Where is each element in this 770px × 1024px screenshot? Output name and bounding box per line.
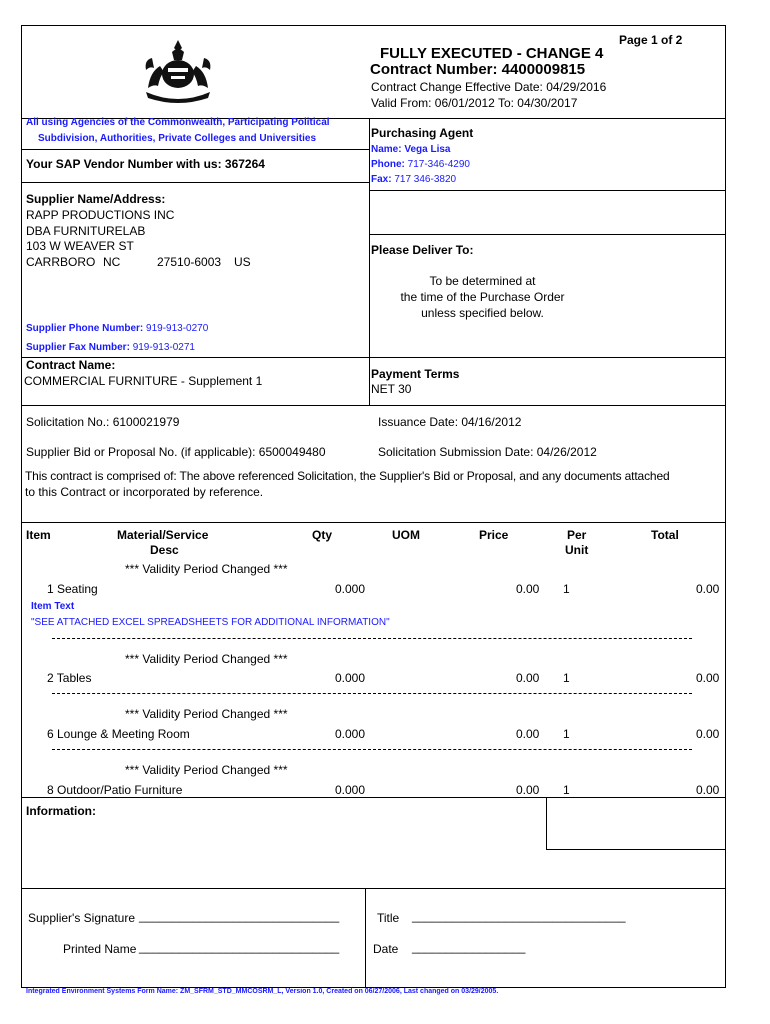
col-desc-2: Desc <box>150 543 179 557</box>
date-line[interactable]: _________________ <box>412 940 526 954</box>
supplier-fax: Supplier Fax Number: 919-913-0271 <box>26 342 195 353</box>
comprised-line-1: This contract is comprised of: The above referenced Solicitation, the Supplier's Bid or Proposal, and any documents attached <box>25 469 670 483</box>
validity-note: *** Validity Period Changed *** <box>125 763 288 777</box>
agent-heading: Purchasing Agent <box>371 126 474 140</box>
col-item: Item <box>26 528 51 542</box>
row-total: 0.00 <box>696 671 720 685</box>
deliver-line-2: the time of the Purchase Order <box>400 290 565 304</box>
form-footer: Integrated Environment Systems Form Name: ZM_SFRM_STD_MMCOSRM_L, Version 1.0, Created on 06/27/2006, Last changed on 03/29/2005. <box>26 988 499 995</box>
row-separator <box>52 638 692 639</box>
supplier-country: US <box>234 255 251 269</box>
row-separator <box>52 749 692 750</box>
rule-info-box <box>546 849 726 850</box>
page-indicator: Page 1 of 2 <box>619 33 683 47</box>
commonwealth-seal-icon <box>138 36 218 104</box>
rule-agencies <box>21 149 370 150</box>
supplier-line-2: DBA FURNITURELAB <box>26 224 146 238</box>
item-text: "SEE ATTACHED EXCEL SPREADSHEETS FOR ADDITIONAL INFORMATION" <box>31 617 390 628</box>
information-heading: Information: <box>26 804 96 818</box>
row-total: 0.00 <box>696 727 720 741</box>
issuance-date: Issuance Date: 04/16/2012 <box>378 415 522 429</box>
col-price: Price <box>479 528 509 542</box>
column-divider <box>369 118 370 405</box>
col-qty: Qty <box>312 528 333 542</box>
printed-name-label: Printed Name <box>63 942 137 956</box>
contract-name-heading: Contract Name: <box>26 358 116 372</box>
supplier-heading: Supplier Name/Address: <box>26 192 166 206</box>
row-per: 1 <box>563 783 570 797</box>
row-total: 0.00 <box>696 783 720 797</box>
row-qty: 0.000 <box>335 671 366 685</box>
supplier-line-1: RAPP PRODUCTIONS INC <box>26 208 175 222</box>
row-item: 1 Seating <box>47 582 98 596</box>
submission-date: Solicitation Submission Date: 04/26/2012 <box>378 445 597 459</box>
agent-name: Name: Vega Lisa <box>371 144 451 155</box>
row-total: 0.00 <box>696 582 720 596</box>
col-total: Total <box>651 528 679 542</box>
signature-divider <box>365 888 366 988</box>
rule-solicitation <box>21 405 726 406</box>
deliver-heading: Please Deliver To: <box>371 243 474 257</box>
signature-line[interactable]: ______________________________ <box>139 909 340 923</box>
col-per-2: Unit <box>565 543 589 557</box>
contract-name-value: COMMERCIAL FURNITURE - Supplement 1 <box>24 374 263 388</box>
vendor-number: Your SAP Vendor Number with us: 367264 <box>26 157 265 171</box>
row-price: 0.00 <box>516 783 540 797</box>
col-desc: Material/Service <box>117 528 209 542</box>
rule-vendor <box>21 182 370 183</box>
payment-heading: Payment Terms <box>371 367 460 381</box>
payment-value: NET 30 <box>371 382 412 396</box>
agencies-line-2: Subdivision, Authorities, Private Colleges and Universities <box>38 133 317 144</box>
rule-agent <box>370 190 726 191</box>
row-qty: 0.000 <box>335 582 366 596</box>
row-qty: 0.000 <box>335 783 366 797</box>
deliver-line-1: To be determined at <box>429 274 536 288</box>
row-price: 0.00 <box>516 727 540 741</box>
col-per: Per <box>567 528 587 542</box>
comprised-line-2: to this Contract or incorporated by reference. <box>25 485 264 499</box>
date-label: Date <box>373 942 399 956</box>
row-item: 6 Lounge & Meeting Room <box>47 727 190 741</box>
item-text-label: Item Text <box>31 601 75 612</box>
status-title: FULLY EXECUTED - CHANGE 4 <box>380 45 604 62</box>
rule-table-header <box>21 522 726 523</box>
contract-number: Contract Number: 4400009815 <box>370 61 586 78</box>
bid-number: Supplier Bid or Proposal No. (if applicable): 6500049480 <box>26 445 326 459</box>
supplier-state: NC <box>103 255 121 269</box>
deliver-line-3: unless specified below. <box>421 306 544 320</box>
row-separator <box>52 693 692 694</box>
validity-note: *** Validity Period Changed *** <box>125 652 288 666</box>
solicitation-number: Solicitation No.: 6100021979 <box>26 415 180 429</box>
supplier-city: CARRBORO <box>26 255 96 269</box>
supplier-phone: Supplier Phone Number: 919-913-0270 <box>26 323 209 334</box>
rule-deliver <box>370 234 726 235</box>
rule-signature <box>21 888 726 889</box>
row-qty: 0.000 <box>335 727 366 741</box>
agent-fax: Fax: 717 346-3820 <box>371 174 457 185</box>
row-per: 1 <box>563 727 570 741</box>
row-per: 1 <box>563 582 570 596</box>
effective-date: Contract Change Effective Date: 04/29/2016 <box>371 80 607 94</box>
supplier-zip: 27510-6003 <box>157 255 222 269</box>
title-label: Title <box>377 911 400 925</box>
supplier-line-3: 103 W WEAVER ST <box>26 239 134 253</box>
printed-name-line[interactable]: ______________________________ <box>139 940 340 954</box>
valid-dates: Valid From: 06/01/2012 To: 04/30/2017 <box>371 96 578 110</box>
info-divider <box>546 797 547 849</box>
agencies-line-1: All using Agencies of the Commonwealth, Participating Political <box>26 117 330 128</box>
row-price: 0.00 <box>516 582 540 596</box>
rule-contract <box>21 357 726 358</box>
title-line[interactable]: ________________________________ <box>412 909 626 923</box>
row-per: 1 <box>563 671 570 685</box>
col-uom: UOM <box>392 528 420 542</box>
validity-note: *** Validity Period Changed *** <box>125 562 288 576</box>
signature-label: Supplier's Signature <box>28 911 136 925</box>
validity-note: *** Validity Period Changed *** <box>125 707 288 721</box>
row-item: 8 Outdoor/Patio Furniture <box>47 783 183 797</box>
row-price: 0.00 <box>516 671 540 685</box>
row-item: 2 Tables <box>47 671 92 685</box>
rule-information <box>21 797 726 798</box>
agent-phone: Phone: 717-346-4290 <box>371 159 470 170</box>
